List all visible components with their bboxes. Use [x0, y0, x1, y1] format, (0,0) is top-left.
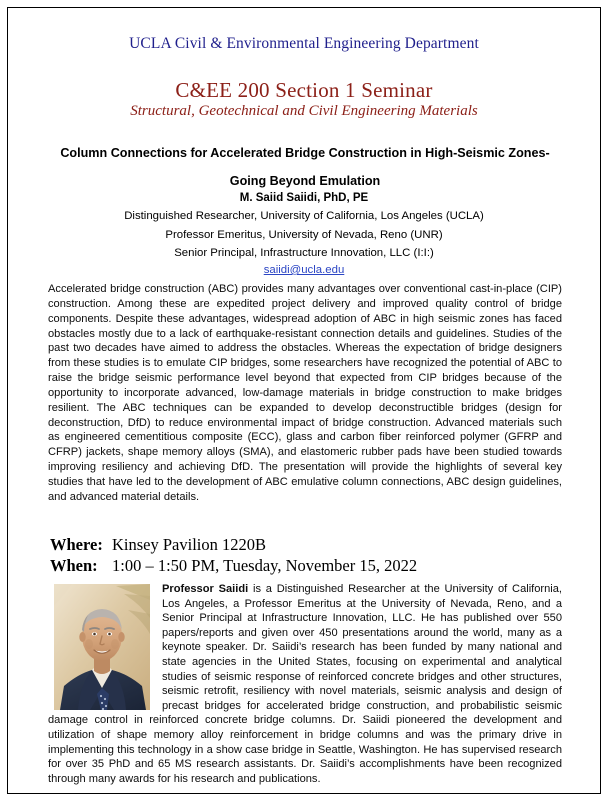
abstract-paragraph: Accelerated bridge construction (ABC) provides many advantages over conventional cast-in-place (CIP) construction. Among these are expedited project delivery and improved quality control of bridge components. Despite these advantages, widespread adoption of ABC in high seismic zones has faced obstacles mostly due to a lack of earthquake-resistant connection details and guidelines. Studies of the past two decades have aimed to address the obstacles. Whereas the expectation of bridge designers from these studies is to emulate CIP bridges, some researchers have recognized the potential of ABC to raise the bridge seismic performance level beyond that expected from CIP bridges because of the opportunity to incorporate advanced, low-damage materials in bridge construction to make bridges resilient. The ABC techniques can be expanded to develop deconstructible bridges (design for deconstruction, DfD) to reduce environmental impact of bridge construction. Advanced materials such as engineered cementitious composite (ECC), glass and carbon fiber reinforced polymer (GFRP and CFRP) jackets, shape memory alloys (SMA), and elastomeric rubber pads have been studied towards improving resiliency and achieving DfD. The presentation will provide the highlights of several key studies that have led to the development of ABC emulative column connections, ABC design guidelines, and advanced material details. — [48, 283, 562, 503]
event-details — [50, 534, 417, 576]
talk-title-line-2: Going Beyond Emulation — [229, 174, 381, 188]
where-value: Kinsey Pavilion 1220B — [112, 535, 267, 554]
talk-title — [48, 139, 562, 195]
speaker-affiliation-3: Senior Principal, Infrastructure Innovation, LLC (I:I:) — [174, 247, 434, 259]
speaker-affiliation-2: Professor Emeritus, University of Nevada, Reno (UNR) — [165, 228, 443, 241]
bio-text: is a Distinguished Researcher at the University of California, Los Angeles, a Professor Emeritus at the University of Nevada, Reno, and a Senior Principal at Infrastructure Innovation, LLC. He has published over 550 papers/reports and given over 450 presentations around the world, many as a keynote speaker. Dr. Saiidi’s research has been funded by many national and state agencies in the United States, focusing on experimental and analytical studies of seismic response of reinforced concrete bridges and other structures, seismic retrofit, resiliency with novel materials, seismic analysis and design of precast bridges for accelerated bridge construction, and probabilistic seismic damage control in reinforced concrete bridge columns. Dr. Saiidi pioneered the development and utilization of shape memory alloy reinforcement in bridge columns and was the primary drive in implementing this technology in a show case bridge in Seattle, Washington. He has supervised research for over 35 PhD and 65 MS research assistants. Dr. Saiidi’s accomplishments have been recognized through many awards for his research and publications. — [48, 583, 563, 785]
speaker-block — [8, 189, 600, 263]
event-location-row — [50, 534, 417, 555]
bio-lead-name: Professor Saiidi — [162, 583, 249, 595]
speaker-photo — [54, 584, 150, 710]
speaker-name: M. Saiid Saiidi, PhD, PE — [239, 192, 369, 204]
speaker-bio — [48, 582, 562, 786]
when-value: 1:00 – 1:50 PM, Tuesday, November 15, 2022 — [112, 556, 418, 575]
seminar-subtitle: Structural, Geotechnical and Civil Engineering Materials — [130, 103, 478, 119]
department-heading: UCLA Civil & Environmental Engineering Department — [129, 35, 479, 52]
seminar-title: C&EE 200 Section 1 Seminar — [175, 78, 433, 102]
speaker-affiliation-1: Distinguished Researcher, University of California, Los Angeles (UCLA) — [124, 210, 484, 222]
document-page — [7, 7, 601, 794]
talk-title-line-1: Column Connections for Accelerated Bridge Construction in High-Seismic Zones- — [60, 146, 550, 160]
speaker-photo-image — [54, 584, 150, 710]
when-label: When: — [50, 556, 98, 575]
speaker-email-container — [8, 260, 600, 278]
speaker-email-link[interactable]: saiidi@ucla.edu — [263, 264, 345, 276]
where-label: Where: — [50, 535, 103, 554]
event-time-row — [50, 555, 417, 576]
